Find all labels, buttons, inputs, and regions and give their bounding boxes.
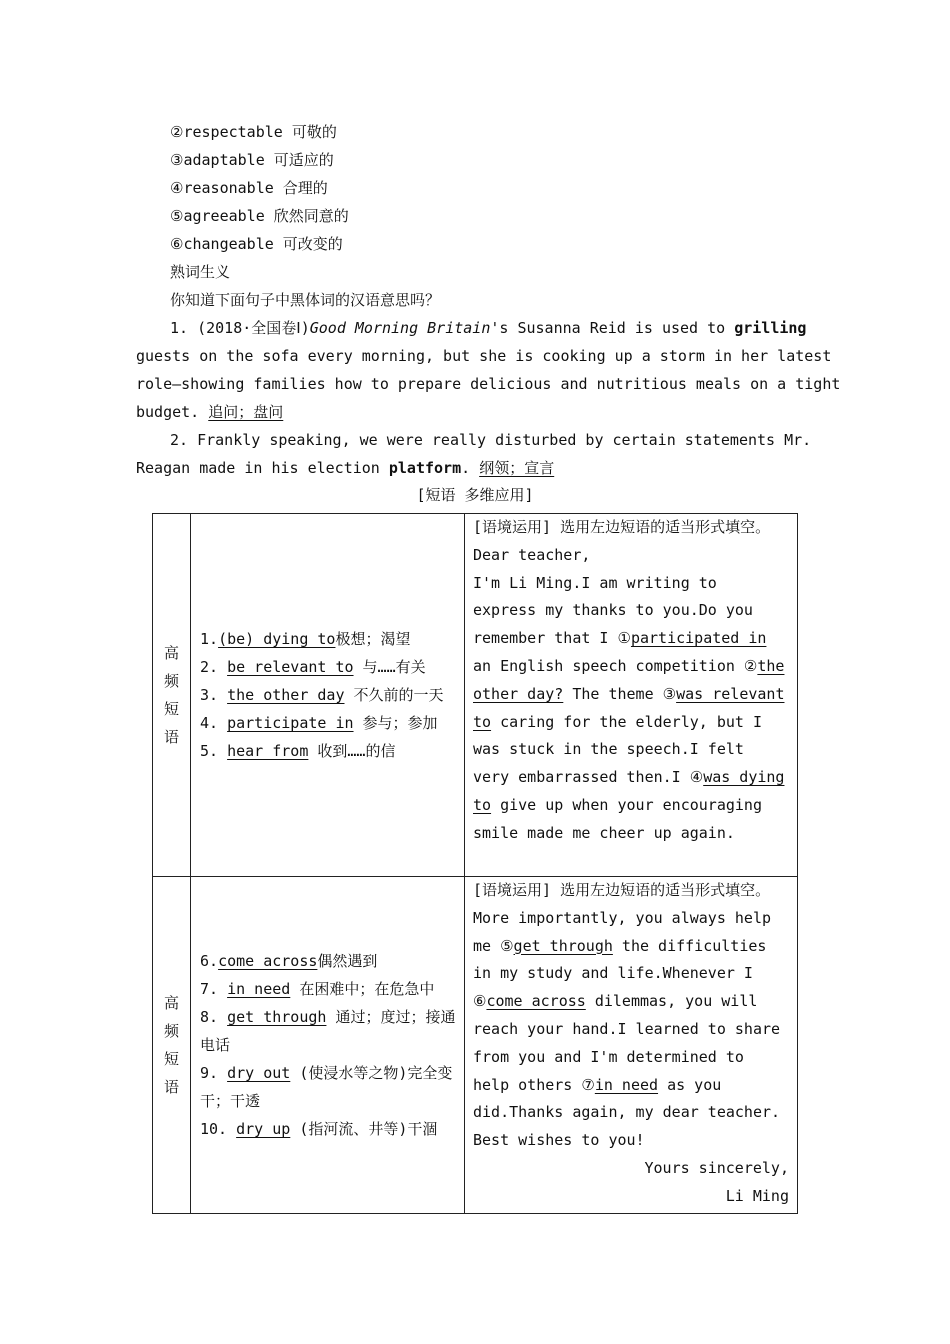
phrase-item xyxy=(200,1059,458,1115)
letter-text: dilemmas, you will reach your hand.I learned to share from you and I'm determined to help others ⑦ xyxy=(473,992,781,1094)
q1-prefix: 1. (2018·全国卷Ⅰ) xyxy=(170,319,310,337)
letter-body xyxy=(473,905,789,1155)
blank-answer: get through xyxy=(513,936,613,955)
phrase-text: dry up xyxy=(236,1120,291,1138)
word-item-changeable: ⑥changeable 可改变的 xyxy=(170,235,343,253)
phrase-list-cell xyxy=(191,877,465,1214)
table-row xyxy=(153,514,798,877)
blank-answer: come across xyxy=(486,992,586,1011)
q1-line1 xyxy=(170,314,806,342)
phrase-text: be relevant to xyxy=(227,658,354,676)
phrase-item xyxy=(200,625,458,653)
context-cell xyxy=(465,514,798,877)
phrase-num: 2. xyxy=(200,658,228,676)
phrase-text: dry out xyxy=(227,1064,291,1082)
letter-text: I'm Li Ming.I am writing to express my thanks to you.Do you remember that I xyxy=(473,573,753,648)
phrase-meaning: (使浸水等之物)完全变干；干透 xyxy=(200,1064,453,1110)
letter-body xyxy=(473,570,789,848)
phrase-num: 8. xyxy=(200,1008,228,1026)
phrase-num: 4. xyxy=(200,714,228,732)
letter-text: an English speech competition ② xyxy=(473,656,758,675)
letter-text: More importantly, you always help me ⑤ xyxy=(473,908,772,955)
phrase-text: in need xyxy=(227,980,291,998)
table-row xyxy=(153,877,798,1214)
phrase-num: 9. xyxy=(200,1064,228,1082)
word-item-adaptable: ③adaptable 可适应的 xyxy=(170,151,334,169)
q2-text-end: . xyxy=(461,459,480,477)
category-char: 高 xyxy=(163,644,179,662)
blank-number: ① xyxy=(617,629,631,648)
phrase-num: 3. xyxy=(200,686,228,704)
letter-closing: Yours sincerely, xyxy=(644,1158,789,1177)
phrase-meaning: 参与；参加 xyxy=(353,714,438,732)
phrase-item xyxy=(200,975,458,1003)
phrase-meaning: 在困难中；在危急中 xyxy=(290,980,435,998)
phrase-item xyxy=(200,709,458,737)
phrase-item xyxy=(200,1115,458,1143)
category-cell xyxy=(153,877,191,1214)
context-instruction: [语境运用] 选用左边短语的适当形式填空。 xyxy=(473,518,771,536)
phrase-meaning: 通过；度过；接通电话 xyxy=(200,1008,456,1054)
phrase-text: get through xyxy=(227,1008,327,1026)
blank-answer: in need xyxy=(594,1075,659,1094)
letter-text: the difficulties in my study and life.Whenever I ⑥ xyxy=(473,936,767,1011)
phrase-meaning: 极想；渴望 xyxy=(335,630,411,648)
context-instruction: [语境运用] 选用左边短语的适当形式填空。 xyxy=(473,881,771,899)
phrase-meaning: 与……有关 xyxy=(353,658,426,676)
category-char: 语 xyxy=(163,1078,179,1096)
letter-text: give up when your encouraging smile made me cheer up again. xyxy=(473,795,762,842)
phrase-num: 7. xyxy=(200,980,228,998)
phrase-item xyxy=(200,653,458,681)
category-char: 短 xyxy=(163,700,179,718)
phrase-num: 5. xyxy=(200,742,228,760)
table-title: [短语 多维应用] xyxy=(416,486,534,504)
blank-answer: participated in xyxy=(630,629,767,648)
phrase-text: hear from xyxy=(227,742,309,760)
letter-text: as you did.Thanks again, my dear teacher. Best wishes to you! xyxy=(473,1075,781,1150)
phrase-text: the other day xyxy=(227,686,345,704)
q1-line3: role—showing families how to prepare delicious and nutritious meals on a tight xyxy=(136,375,841,393)
category-char: 频 xyxy=(163,1022,179,1040)
q1-answer: 追问；盘问 xyxy=(208,403,284,421)
word-item-reasonable: ④reasonable 合理的 xyxy=(170,179,328,197)
phrase-num: 1. xyxy=(200,630,219,648)
category-cell xyxy=(153,514,191,877)
phrase-meaning: 不久前的一天 xyxy=(344,686,444,704)
q1-line4 xyxy=(136,398,283,426)
q1-text-end: budget. xyxy=(136,403,209,421)
phrase-item xyxy=(200,1003,458,1059)
phrase-table xyxy=(152,513,798,1214)
blank-answer: was dying to xyxy=(473,768,785,814)
q1-line2: guests on the sofa every morning, but she is cooking up a storm in her latest xyxy=(136,347,832,365)
phrase-list-cell xyxy=(191,514,465,877)
q2-text: Reagan made in his election xyxy=(136,459,389,477)
phrase-meaning: 收到……的信 xyxy=(308,742,396,760)
word-item-agreeable: ⑤agreeable 欣然同意的 xyxy=(170,207,349,225)
q2-line2 xyxy=(136,454,554,482)
phrase-text: (be) dying to xyxy=(218,630,336,648)
q2-bold-word: platform xyxy=(388,459,462,477)
phrase-item xyxy=(200,681,458,709)
letter-text: The theme ③ xyxy=(563,684,677,703)
context-cell xyxy=(465,877,798,1214)
section-question: 你知道下面句子中黑体词的汉语意思吗？ xyxy=(170,291,441,309)
phrase-meaning: 偶然遇到 xyxy=(317,952,378,970)
category-char: 短 xyxy=(163,1050,179,1068)
letter-greeting: Dear teacher, xyxy=(473,545,591,564)
phrase-text: come across xyxy=(218,952,318,970)
phrase-item xyxy=(200,737,458,765)
letter-text: caring for the elderly, but I was stuck in the speech.I felt very embarrassed then.I ④ xyxy=(473,712,762,787)
phrase-num: 10. xyxy=(200,1120,237,1138)
blank-answer: was relevant to xyxy=(473,684,785,731)
q1-title: Good Morning Britain xyxy=(309,319,491,337)
section-heading: 熟词生义 xyxy=(170,263,231,281)
q1-text: 's Susanna Reid is used to xyxy=(490,319,735,337)
q2-line1: 2. Frankly speaking, we were really disturbed by certain statements Mr. xyxy=(170,431,812,449)
phrase-num: 6. xyxy=(200,952,219,970)
blank-answer: the other day? xyxy=(473,656,785,703)
category-char: 语 xyxy=(163,728,179,746)
word-item-respectable: ②respectable 可敬的 xyxy=(170,123,337,141)
q1-bold-word: grilling xyxy=(734,319,807,337)
category-char: 高 xyxy=(163,994,179,1012)
phrase-text: participate in xyxy=(227,714,354,732)
category-char: 频 xyxy=(163,672,179,690)
phrase-meaning: (指河流、井等)干涸 xyxy=(290,1120,438,1138)
q2-answer: 纲领；宣言 xyxy=(479,459,555,477)
letter-signature: Li Ming xyxy=(725,1186,789,1205)
phrase-item xyxy=(200,947,458,975)
